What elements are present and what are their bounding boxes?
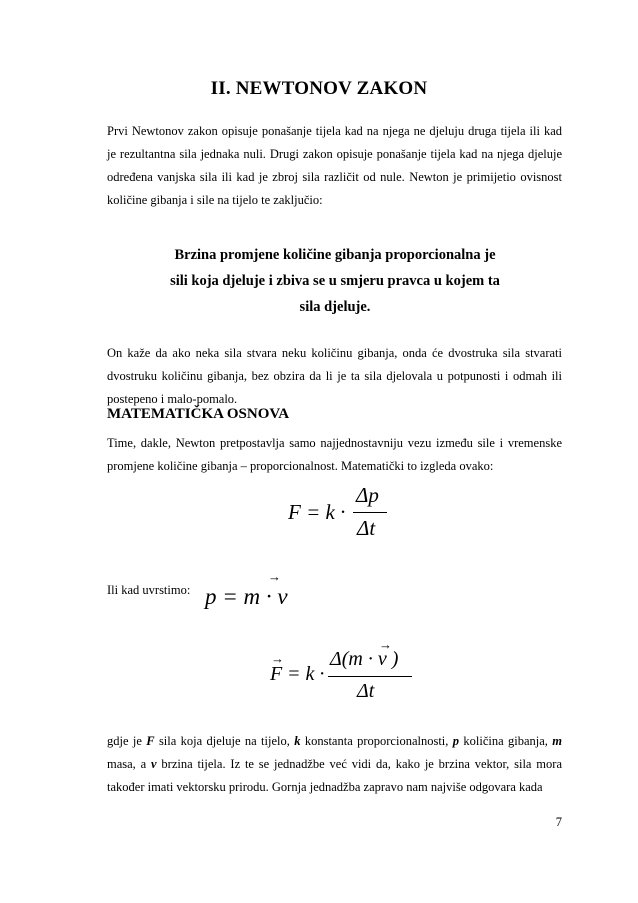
equation-1-lhs: F = k · bbox=[288, 500, 346, 524]
quote-line-1: Brzina promjene količine gibanja proporcionalna je bbox=[174, 247, 496, 263]
equation-3-fraction-line bbox=[328, 676, 412, 677]
text-run: brzina tijela. Iz te se jednadžbe već vidi da, kako je brzina vektor, sila mora također imati vektorsku prirodu. Gornja jednadžba zapravo nam najviše odgovara kada bbox=[107, 757, 562, 794]
text-run: masa, a bbox=[107, 757, 152, 771]
substitute-label: Ili kad uvrstimo: bbox=[107, 583, 191, 597]
vector-arrow-icon: → bbox=[271, 651, 284, 666]
equation-3-lhs-symbol: F bbox=[270, 663, 283, 685]
second-paragraph: On kaže da ako neka sila stvara neku količinu gibanja, onda će dvostruka sila stvarati dvostruku količinu gibanja, bez obzira da li je ta sila djelovala u potpunosti i odmah ili postepeno i malo-pomalo. bbox=[107, 346, 562, 406]
equation-3-numerator: Δ(m · v ) bbox=[330, 648, 399, 670]
vector-arrow-icon: → bbox=[268, 569, 281, 584]
equation-3-lhs: = k · bbox=[287, 663, 325, 685]
symbol-v: v bbox=[151, 757, 157, 771]
equation-1-numerator: Δp bbox=[356, 483, 379, 507]
equation-3-denominator: Δt bbox=[357, 680, 375, 702]
equation-2-text: p = m · v bbox=[205, 584, 288, 609]
section-heading: MATEMATIČKA OSNOVA bbox=[107, 406, 290, 422]
symbol-m: m bbox=[552, 734, 562, 748]
math-paragraph: Time, dakle, Newton pretpostavlja samo najjednostavniju vezu između sile i vremenske promjene količine gibanja – proporcionalnost. Matematički to izgleda ovako: bbox=[107, 436, 562, 473]
law-quote bbox=[115, 242, 555, 320]
page-number: 7 bbox=[555, 815, 562, 829]
vector-arrow-icon: → bbox=[379, 637, 392, 652]
symbol-p: p bbox=[452, 734, 460, 748]
text-run: konstanta proporcionalnosti, bbox=[300, 734, 453, 748]
quote-line-2: sili koja djeluje i zbiva se u smjeru pravca u kojem ta bbox=[170, 273, 500, 289]
symbol-F: F bbox=[146, 734, 155, 748]
final-paragraph bbox=[107, 730, 562, 799]
text-run: količina gibanja, bbox=[459, 734, 553, 748]
text-run: sila koja djeluje na tijelo, bbox=[154, 734, 295, 748]
equation-1-fraction-line bbox=[353, 512, 387, 513]
page-title: II. NEWTONOV ZAKON bbox=[210, 78, 428, 99]
quote-line-3: sila djeluje. bbox=[299, 299, 371, 315]
equation-1-denominator: Δt bbox=[357, 516, 376, 540]
intro-paragraph: Prvi Newtonov zakon opisuje ponašanje tijela kad na njega ne djeluju druga tijela ili kad je rezultantna sila jednaka nuli. Drugi zakon opisuje ponašanje tijela kad na njega djeluje određena vanjska sila ili kad je zbroj sila različit od nule. Newton je primijetio ovisnost količine gibanja i sile na tijelo te zaključio: bbox=[107, 124, 562, 207]
symbol-k: k bbox=[294, 734, 301, 748]
text-run: gdje je bbox=[107, 734, 147, 748]
